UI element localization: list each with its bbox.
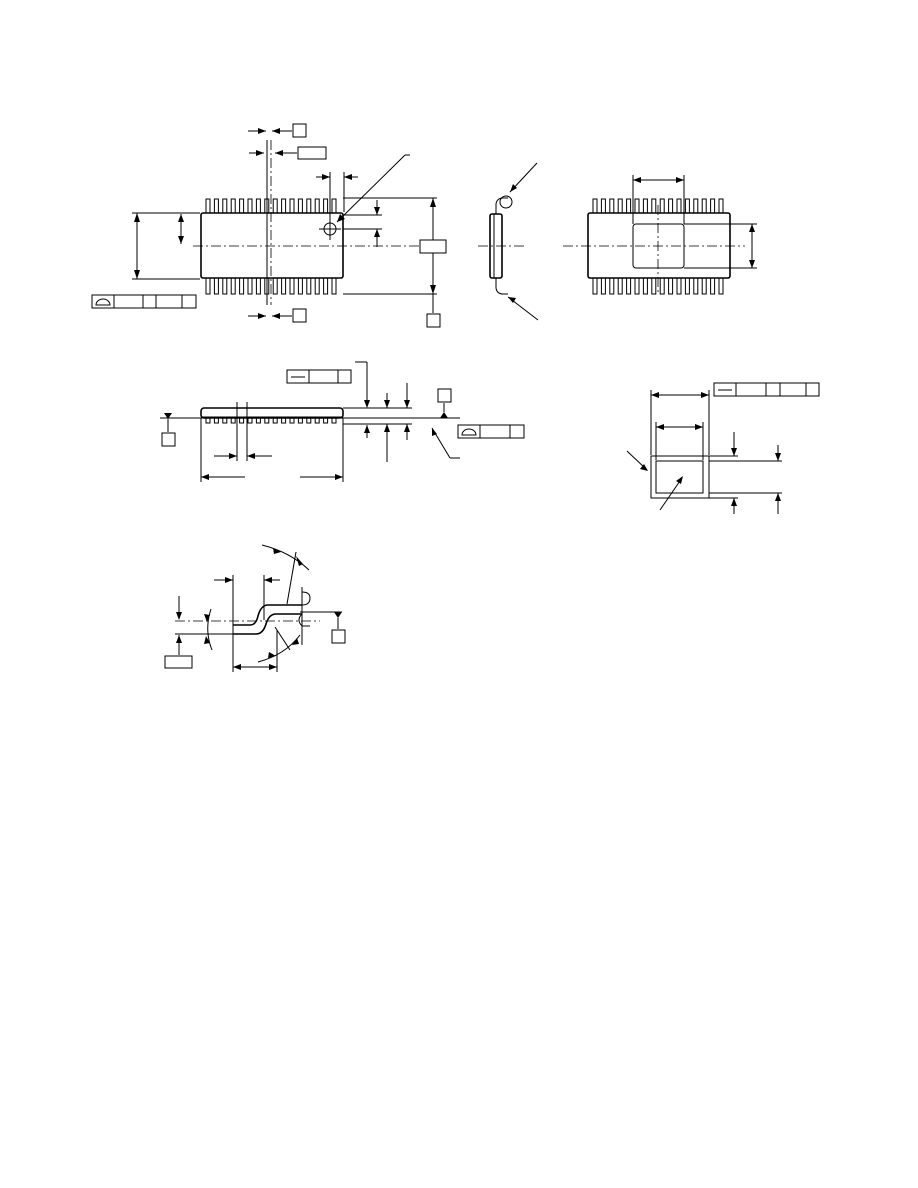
package-lead bbox=[206, 199, 210, 213]
package-lead bbox=[324, 199, 328, 213]
package-lead bbox=[618, 199, 622, 213]
package-lead bbox=[652, 278, 656, 294]
top-view-package-body bbox=[201, 213, 343, 278]
package-lead bbox=[307, 199, 311, 213]
profile-tolerance-frame bbox=[92, 295, 196, 308]
front-view-height-dimensions bbox=[355, 362, 410, 462]
lead-angle-line-upper bbox=[287, 552, 296, 604]
package-lead bbox=[685, 199, 689, 213]
side-view bbox=[478, 163, 538, 320]
package-lead bbox=[256, 278, 260, 294]
package-lead bbox=[240, 199, 244, 213]
lead-angle-arc-upper bbox=[262, 545, 309, 570]
package-lead bbox=[248, 199, 252, 213]
package-lead bbox=[298, 199, 302, 213]
package-lead bbox=[298, 278, 302, 294]
package-lead bbox=[601, 199, 605, 213]
package-lead bbox=[643, 278, 647, 294]
package-lead bbox=[240, 278, 244, 294]
side-view-lower-lead bbox=[496, 278, 508, 294]
package-lead bbox=[307, 278, 311, 294]
package-lead bbox=[593, 199, 597, 213]
package-lead bbox=[332, 199, 336, 213]
flatness-tolerance-frame bbox=[287, 370, 351, 383]
package-lead bbox=[290, 278, 294, 294]
package-lead bbox=[223, 199, 227, 213]
package-lead bbox=[248, 278, 252, 294]
package-lead bbox=[231, 278, 235, 294]
front-elevation-view bbox=[160, 362, 524, 482]
package-lead bbox=[719, 199, 723, 213]
package-lead bbox=[685, 278, 689, 294]
package-lead bbox=[627, 199, 631, 213]
package-lead bbox=[627, 278, 631, 294]
package-lead bbox=[282, 199, 286, 213]
package-lead bbox=[324, 278, 328, 294]
package-lead bbox=[223, 278, 227, 294]
package-lead bbox=[610, 278, 614, 294]
lead-profile-inner bbox=[233, 614, 302, 634]
package-lead bbox=[231, 199, 235, 213]
package-lead bbox=[677, 278, 681, 294]
bottom-view bbox=[563, 175, 757, 295]
package-lead bbox=[652, 199, 656, 213]
top-view-overall-height-dimension bbox=[132, 213, 200, 279]
package-lead bbox=[214, 278, 218, 294]
body-length-dimension bbox=[201, 418, 343, 482]
package-lead bbox=[601, 278, 605, 294]
package-lead bbox=[256, 199, 260, 213]
exposed-pad-detail bbox=[627, 383, 819, 514]
lead-detail-datum-triangle bbox=[334, 612, 342, 618]
package-lead bbox=[206, 278, 210, 294]
package-lead bbox=[635, 199, 639, 213]
package-lead bbox=[332, 278, 336, 294]
lead-angle-arc-lower bbox=[258, 635, 300, 662]
pin1-leader-line bbox=[337, 155, 405, 222]
package-lead bbox=[677, 199, 681, 213]
datum-box-bottom-right bbox=[427, 314, 440, 327]
package-lead bbox=[702, 199, 706, 213]
package-lead bbox=[593, 278, 597, 294]
coplanarity-tolerance-frame bbox=[432, 425, 524, 458]
package-lead bbox=[290, 199, 294, 213]
package-lead bbox=[660, 278, 664, 294]
pad-position-tolerance-frame bbox=[714, 383, 819, 396]
package-lead bbox=[694, 278, 698, 294]
package-lead bbox=[618, 278, 622, 294]
height-tolerance-box bbox=[420, 240, 446, 253]
top-view bbox=[92, 124, 446, 327]
package-lead bbox=[669, 278, 673, 294]
package-lead bbox=[643, 199, 647, 213]
datum-box-front-left bbox=[162, 433, 175, 446]
lead-form-detail bbox=[165, 545, 345, 672]
package-lead bbox=[660, 199, 664, 213]
top-view-lead-tip-height-dimension bbox=[343, 198, 446, 327]
datum-box-lead-detail bbox=[332, 630, 345, 643]
package-lead bbox=[669, 199, 673, 213]
pad-inner-outline bbox=[656, 461, 703, 493]
package-lead bbox=[282, 278, 286, 294]
package-lead bbox=[315, 199, 319, 213]
package-lead bbox=[273, 278, 277, 294]
package-lead bbox=[610, 199, 614, 213]
package-lead bbox=[214, 199, 218, 213]
package-lead bbox=[694, 199, 698, 213]
pad-outer-outline bbox=[651, 456, 709, 498]
datum-triangle-right bbox=[440, 412, 448, 418]
package-lead bbox=[719, 278, 723, 294]
gauge-plane-label-box bbox=[165, 656, 192, 668]
package-lead bbox=[635, 278, 639, 294]
datum-box-top bbox=[293, 124, 306, 137]
package-lead bbox=[711, 199, 715, 213]
datum-box-bottom-left bbox=[293, 309, 306, 322]
pad-inner-leader bbox=[660, 478, 682, 510]
pad-edge-height-dimension bbox=[709, 432, 782, 514]
package-lead bbox=[315, 278, 319, 294]
package-lead bbox=[702, 278, 706, 294]
package-lead bbox=[273, 199, 277, 213]
pitch-tolerance-box bbox=[298, 147, 326, 159]
package-lead bbox=[711, 278, 715, 294]
datum-box-front-right bbox=[438, 389, 451, 402]
